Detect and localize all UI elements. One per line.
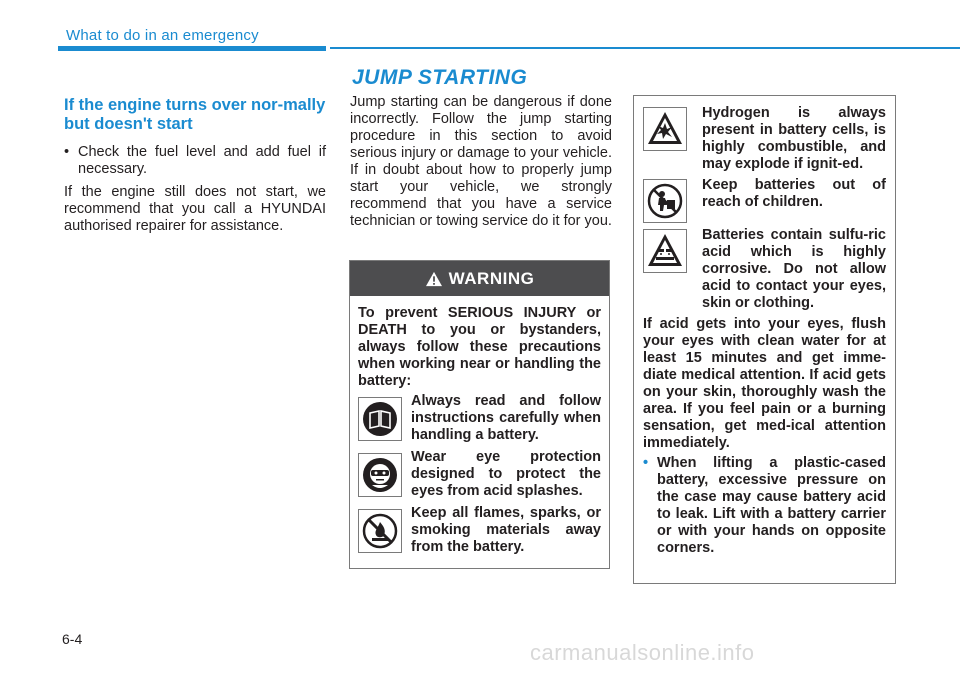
header-rule-thin [330,47,960,49]
warning-header [350,261,609,296]
warning-box [349,260,610,569]
no-flames-icon [358,509,402,553]
warning-item-text: Hydrogen is always present in battery cells, is highly combustible, and may explode if ignit-ed. [702,105,886,172]
subheading: If the engine turns over nor-mally but doesn't start [64,96,326,133]
warning-item [358,449,601,500]
warning-item-text: Always read and follow instructions carefully when handling a battery. [411,393,601,443]
fuel-check-bullet: • Check the fuel level and add fuel if necessary. [64,144,326,178]
explosion-hazard-icon [643,107,687,151]
jump-start-intro: Jump starting can be dangerous if done incorrectly. Follow the jump starting procedure in this section to avoid serious injury or damage to your vehicle. If in doubt about how to properly jump start your vehicle, we strongly recommend that you have a service technician or towing service do it for you. [350,94,612,229]
warning-item-text: Wear eye protection designed to protect the eyes from acid splashes. [411,449,601,499]
warning-item-text: Batteries contain sulfu-ric acid which is highly corrosive. Do not allow acid to contact your eyes, skin or clothing. [702,227,886,311]
warning-heading: WARNING [448,268,535,288]
warning-item [358,393,601,444]
manual-book-icon [358,397,402,441]
header-section-label: What to do in an emergency [66,27,259,44]
eye-protection-icon [358,453,402,497]
acid-paragraph: If acid gets into your eyes, flush your eyes with clean water for at least 15 minutes and get imme-diate medical attention. If acid gets on your skin, thoroughly wash the area. If you feel pain or a burning sensation, get med-ical attention immediately. [643,316,886,451]
watermark: carmanualsonline.info [530,640,755,665]
keep-from-children-icon [643,179,687,223]
page-number: 6-4 [62,631,83,647]
warning-item-text: Keep all flames, sparks, or smoking materials away from the battery. [411,505,601,555]
corrosive-acid-icon [643,229,687,273]
warning-triangle-icon [425,271,443,287]
warning-item [643,177,886,223]
warning-item [643,105,886,173]
warning-item [643,227,886,312]
warning-item [358,505,601,556]
warning-intro: To prevent SERIOUS INJURY or DEATH to you or bystanders, always follow these precautions when working near or handling the battery: [358,305,601,389]
section-title: JUMP STARTING [352,66,528,89]
warning-continued-box [633,95,896,584]
left-column [64,96,326,235]
call-repairer-paragraph: If the engine still does not start, we recommend that you call a HYUNDAI authorised repairer for assistance. [64,184,326,234]
header-rule-thick [58,46,326,51]
warning-item-text: Keep batteries out of reach of children. [702,177,886,210]
lifting-battery-bullet: • When lifting a plastic-cased battery, excessive pressure on the case may cause battery acid to leak. Lift with a battery carrier or with your hands on opposite corners. [643,455,886,557]
